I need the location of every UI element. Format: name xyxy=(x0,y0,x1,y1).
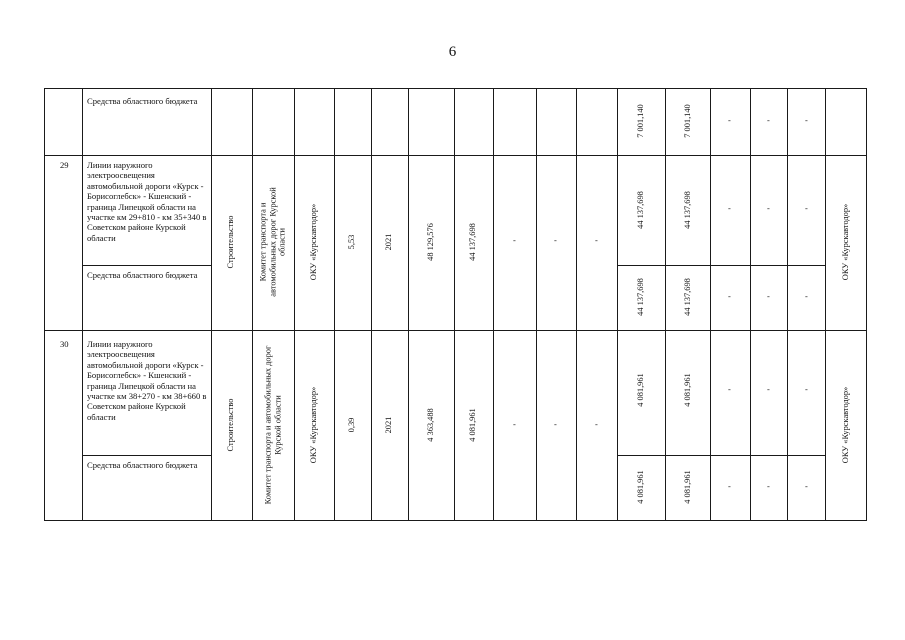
dash-cell: - xyxy=(554,420,557,429)
column-line xyxy=(665,88,666,521)
year-value: 2021 xyxy=(384,233,394,251)
contractor-name: ОКУ «Курскавтодор» xyxy=(309,386,319,464)
page-number: 6 xyxy=(448,44,457,60)
column-line xyxy=(252,88,253,521)
dash-cell: - xyxy=(805,292,808,301)
column-line xyxy=(617,88,618,521)
amount-value: 44 137,698 xyxy=(683,191,693,229)
dash-cell: - xyxy=(805,482,808,491)
column-line xyxy=(82,88,83,521)
remaining-cost: 4 081,961 xyxy=(468,408,478,442)
column-line xyxy=(576,88,577,521)
column-line xyxy=(334,88,335,521)
customer-name: Комитет транспорта и автомобильных дорог Курской области xyxy=(258,187,287,297)
dash-cell: - xyxy=(767,292,770,301)
column-line xyxy=(710,88,711,521)
amount-value: 44 137,698 xyxy=(636,278,646,316)
row-divider xyxy=(44,155,866,156)
dash-cell: - xyxy=(805,204,808,213)
work-type: Строительство xyxy=(226,215,236,269)
object-description: Линии наружного электроосвещения автомобильной дороги «Курск - Борисоглебск» - Кшенский - граница Липецкой области на участке км 29+810 - км 35+340 в Советском районе Курской области xyxy=(87,160,207,243)
operator-name: ОКУ «Курскавтодор» xyxy=(841,203,851,281)
column-line xyxy=(536,88,537,521)
funding-source-text: Средства областного бюджета xyxy=(87,460,198,470)
customer-name: Комитет транспорта и автомобильных дорог Курской области xyxy=(263,345,282,505)
dash-cell: - xyxy=(728,292,731,301)
amount-value: 7 001,140 xyxy=(683,104,693,138)
work-type: Строительство xyxy=(226,398,236,452)
column-line xyxy=(294,88,295,521)
contractor-name: ОКУ «Курскавтодор» xyxy=(309,203,319,281)
sub-row-divider xyxy=(617,455,825,456)
dash-cell: - xyxy=(767,116,770,125)
sub-row-divider xyxy=(82,265,211,266)
column-line xyxy=(408,88,409,521)
object-description: Линии наружного электроосвещения автомобильной дороги «Курск - Борисоглебск» - Кшенский - граница Липецкой области на участке км 38+270 - км 38+660 в Советском районе Курской области xyxy=(87,339,207,422)
column-line xyxy=(211,88,212,521)
remaining-cost: 44 137,698 xyxy=(468,223,478,261)
column-line xyxy=(493,88,494,521)
column-line xyxy=(371,88,372,521)
table-bottom-border xyxy=(44,520,866,521)
dash-cell: - xyxy=(767,204,770,213)
column-line xyxy=(454,88,455,521)
sub-row-divider xyxy=(617,265,825,266)
funding-source-text: Средства областного бюджета xyxy=(87,270,198,280)
estimated-cost: 4 363,488 xyxy=(426,408,436,442)
year-value: 2021 xyxy=(384,416,394,434)
dash-cell: - xyxy=(767,482,770,491)
dash-cell: - xyxy=(513,420,516,429)
column-line xyxy=(44,88,45,521)
dash-cell: - xyxy=(728,482,731,491)
operator-name: ОКУ «Курскавтодор» xyxy=(841,386,851,464)
column-line xyxy=(787,88,788,521)
dash-cell: - xyxy=(728,204,731,213)
row-number: 29 xyxy=(60,160,69,170)
amount-value: 4 081,961 xyxy=(683,470,693,504)
column-line xyxy=(825,88,826,521)
amount-value: 4 081,961 xyxy=(636,470,646,504)
dash-cell: - xyxy=(728,385,731,394)
table-top-border xyxy=(44,88,866,89)
dash-cell: - xyxy=(767,385,770,394)
dash-cell: - xyxy=(595,236,598,245)
amount-value: 44 137,698 xyxy=(636,191,646,229)
amount-value: 7 001,140 xyxy=(636,104,646,138)
funding-source-text: Средства областного бюджета xyxy=(87,96,198,106)
dash-cell: - xyxy=(805,385,808,394)
column-line xyxy=(866,88,867,521)
row-divider xyxy=(44,330,866,331)
dash-cell: - xyxy=(805,116,808,125)
row-number: 30 xyxy=(60,339,69,349)
amount-value: 4 081,961 xyxy=(636,373,646,407)
sub-row-divider xyxy=(82,455,211,456)
dash-cell: - xyxy=(513,236,516,245)
length-value: 0,39 xyxy=(347,417,357,433)
column-line xyxy=(750,88,751,521)
length-value: 5,53 xyxy=(347,234,357,250)
amount-value: 4 081,961 xyxy=(683,373,693,407)
dash-cell: - xyxy=(595,420,598,429)
dash-cell: - xyxy=(728,116,731,125)
amount-value: 44 137,698 xyxy=(683,278,693,316)
estimated-cost: 48 129,576 xyxy=(426,223,436,261)
dash-cell: - xyxy=(554,236,557,245)
